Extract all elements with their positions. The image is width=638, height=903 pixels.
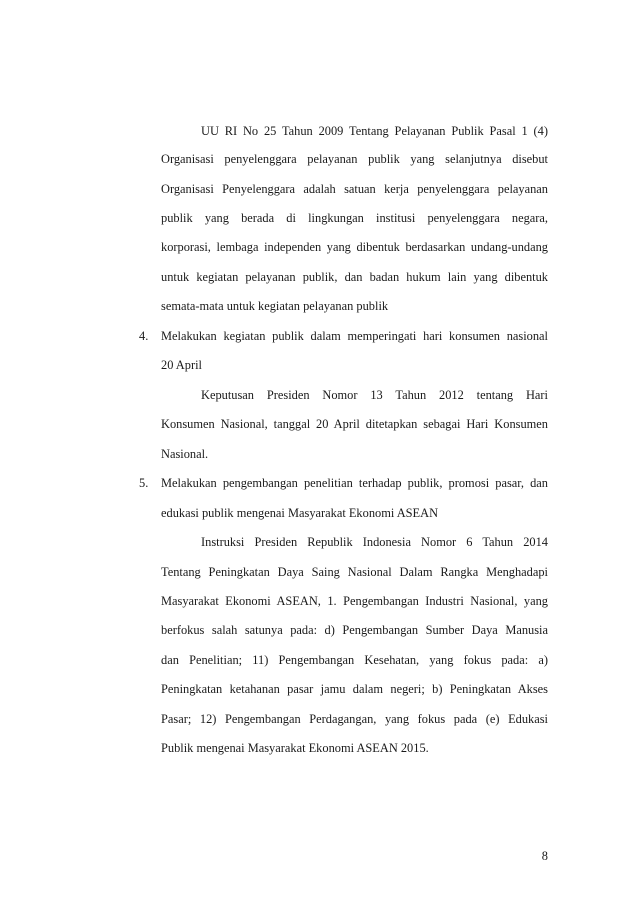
paragraph-line: Konsumen Nasional, tanggal 20 April ditetapkan sebagai Hari Konsumen (161, 417, 548, 431)
list-item-line: edukasi publik mengenai Masyarakat Ekonomi ASEAN (161, 506, 439, 520)
list-item-number: 5. (139, 476, 149, 490)
paragraph-line: Instruksi Presiden Republik Indonesia Nomor 6 Tahun 2014 (201, 535, 548, 549)
paragraph-line: untuk kegiatan pelayanan publik, dan badan hukum lain yang dibentuk (161, 270, 548, 284)
list-item-line: 20 April (161, 358, 202, 372)
paragraph-line: Organisasi penyelenggara pelayanan publik yang selanjutnya disebut (161, 152, 548, 166)
paragraph-line: UU RI No 25 Tahun 2009 Tentang Pelayanan Publik Pasal 1 (4) (201, 124, 548, 138)
paragraph-line: berfokus salah satunya pada: d) Pengembangan Sumber Daya Manusia (161, 623, 548, 637)
page-number: 8 (541, 849, 548, 863)
list-item-number: 4. (139, 329, 149, 343)
paragraph-line: Pasar; 12) Pengembangan Perdagangan, yang fokus pada (e) Edukasi (161, 712, 548, 726)
paragraph-line: Keputusan Presiden Nomor 13 Tahun 2012 tentang Hari (201, 388, 548, 402)
list-item-line: Melakukan pengembangan penelitian terhadap publik, promosi pasar, dan (161, 476, 548, 490)
paragraph-line: Nasional. (161, 447, 209, 461)
paragraph-line: Organisasi Penyelenggara adalah satuan kerja penyelenggara pelayanan (161, 182, 548, 196)
paragraph-line: dan Penelitian; 11) Pengembangan Kesehatan, yang fokus pada: a) (161, 653, 548, 667)
paragraph-line: Masyarakat Ekonomi ASEAN, 1. Pengembangan Industri Nasional, yang (161, 594, 548, 608)
paragraph-line: semata-mata untuk kegiatan pelayanan publik (161, 299, 389, 313)
paragraph-line: Publik mengenai Masyarakat Ekonomi ASEAN 2015. (161, 741, 429, 755)
paragraph-line: korporasi, lembaga independen yang dibentuk berdasarkan undang-undang (161, 240, 548, 254)
paragraph-line: publik yang berada di lingkungan institusi penyelenggara negara, (161, 211, 548, 225)
paragraph-line: Peningkatan ketahanan pasar jamu dalam negeri; b) Peningkatan Akses (161, 682, 548, 696)
list-item-line: Melakukan kegiatan publik dalam memperingati hari konsumen nasional (161, 329, 548, 343)
paragraph-line: Tentang Peningkatan Daya Saing Nasional Dalam Rangka Menghadapi (161, 565, 548, 579)
